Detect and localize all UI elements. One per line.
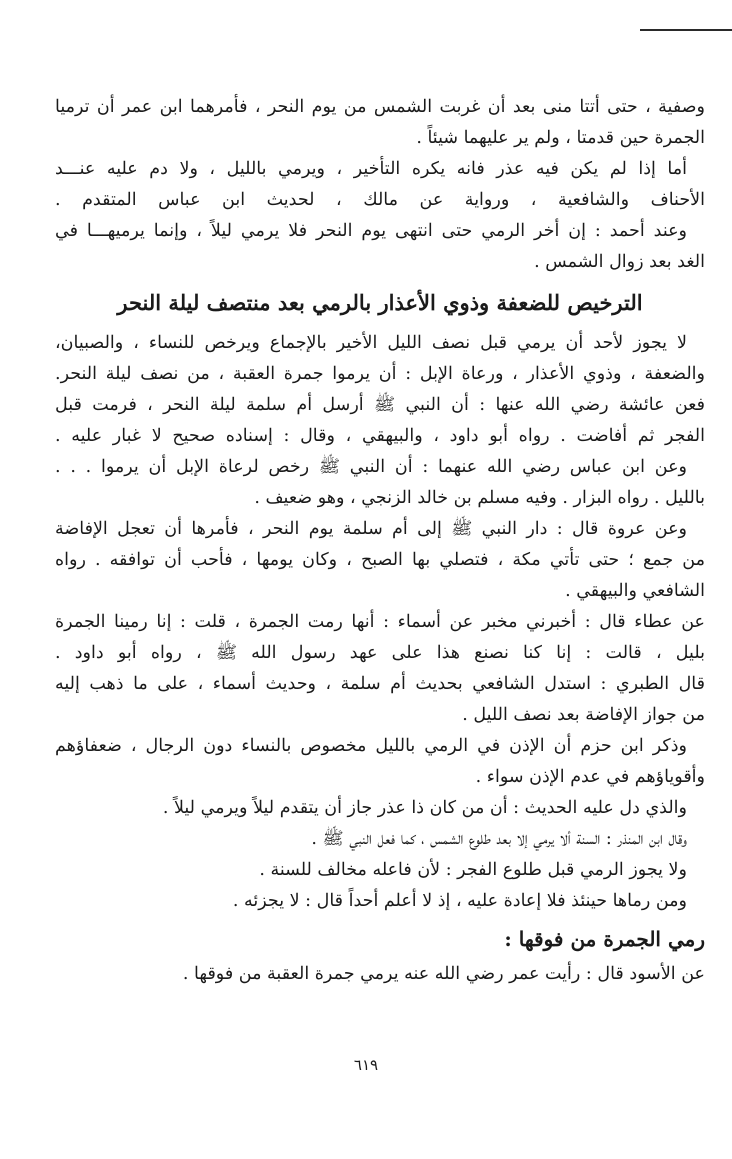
text-line: الأحناف والشافعية ، ورواية عن مالك ، لحديث ابن عباس المتقدم . [55, 190, 705, 210]
text-line: أما إذا لم يكن فيه عذر فانه يكره التأخير ، ويرمي بالليل ، ولا دم عليه عنـــد [55, 159, 687, 179]
text-line: وعند أحمد : إن أخر الرمي حتى انتهى يوم النحر فلا يرمي ليلاً ، وإنما يرميهـــا في [55, 221, 687, 241]
section-heading: الترخيص للضعفة وذوي الأعذار بالرمي بعد منتصف ليلة النحر [117, 290, 643, 315]
text-line: من جمع ؛ حتى تأتي مكة ، فتصلي بها الصبح ، وكان يومها ، فأحب أن توافقه . رواه [55, 550, 705, 570]
text-line: بالليل . رواه البزار . وفيه مسلم بن خالد الزنجي ، وهو ضعيف . [254, 488, 705, 508]
text-line: وصفية ، حتى أتتا منى بعد أن غربت الشمس من يوم النحر ، فأمرهما ابن عمر أن ترميا [55, 97, 705, 117]
text-line: الجمرة حين قدمتا ، ولم ير عليهما شيئاً . [416, 128, 705, 148]
text-line: والضعفة ، وذوي الأعذار ، ورعاة الإبل : أن يرموا جمرة العقبة ، من نصف ليلة النحر. [55, 364, 705, 384]
text-line: فعن عائشة رضي الله عنها : أن النبي ﷺ أرسل أم سلمة ليلة النحر ، فرمت قبل [55, 395, 705, 415]
page-body [55, 92, 705, 990]
text-line: وقال ابن المنذر : السنة ألا يرمي إلا بعد طلوع الشمس ، كما فعل النبي ﷺ . [311, 829, 687, 849]
text-line: وأقوياؤهم في عدم الإذن سواء . [475, 767, 705, 787]
text-line: ولا يجوز الرمي قبل طلوع الفجر : لأن فاعله مخالف للسنة . [259, 860, 687, 880]
text-line: وعن ابن عباس رضي الله عنهما : أن النبي ﷺ رخص لرعاة الإبل أن يرموا . . . [55, 457, 687, 477]
text-line: وذكر ابن حزم أن الإذن في الرمي بالليل مخصوص بالنساء دون الرجال ، ضعفاؤهم [55, 736, 687, 756]
text-line: وعن عروة قال : دار النبي ﷺ إلى أم سلمة يوم النحر ، فأمرها أن تعجل الإفاضة [55, 519, 687, 539]
page-number: ٦١٩ [353, 1056, 379, 1074]
text-line: الفجر ثم أفاضت . رواه أبو داود ، والبيهقي ، وقال : إسناده صحيح لا غبار عليه . [55, 426, 705, 446]
text-line: عن الأسود قال : رأيت عمر رضي الله عنه يرمي جمرة العقبة من فوقها . [182, 964, 705, 984]
text-line: بليل ، قالت : إنا كنا نصنع هذا على عهد رسول الله ﷺ ، رواه أبو داود . [55, 643, 705, 663]
text-line: الشافعي والبيهقي . [565, 581, 705, 601]
text-line: ومن رماها حينئذ فلا إعادة عليه ، إذ لا أعلم أحداً قال : لا يجزئه . [232, 891, 687, 911]
text-line: عن عطاء قال : أخبرني مخبر عن أسماء : أنها رمت الجمرة ، قلت : إنا رمينا الجمرة [55, 612, 705, 632]
text-line: الغد بعد زوال الشمس . [534, 252, 705, 272]
text-line: والذي دل عليه الحديث : أن من كان ذا عذر جاز أن يتقدم ليلاً ويرمي ليلاً . [162, 798, 687, 818]
text-line: لا يجوز لأحد أن يرمي قبل نصف الليل الأخير بالإجماع ويرخص للنساء ، والصبيان، [55, 333, 687, 353]
subsection-heading: رمي الجمرة من فوقها : [504, 927, 705, 951]
top-rule [640, 29, 732, 31]
text-line: قال الطبري : استدل الشافعي بحديث أم سلمة ، وحديث أسماء ، على ما ذهب إليه [55, 674, 705, 694]
text-line: من جواز الإفاضة بعد نصف الليل . [462, 705, 705, 725]
